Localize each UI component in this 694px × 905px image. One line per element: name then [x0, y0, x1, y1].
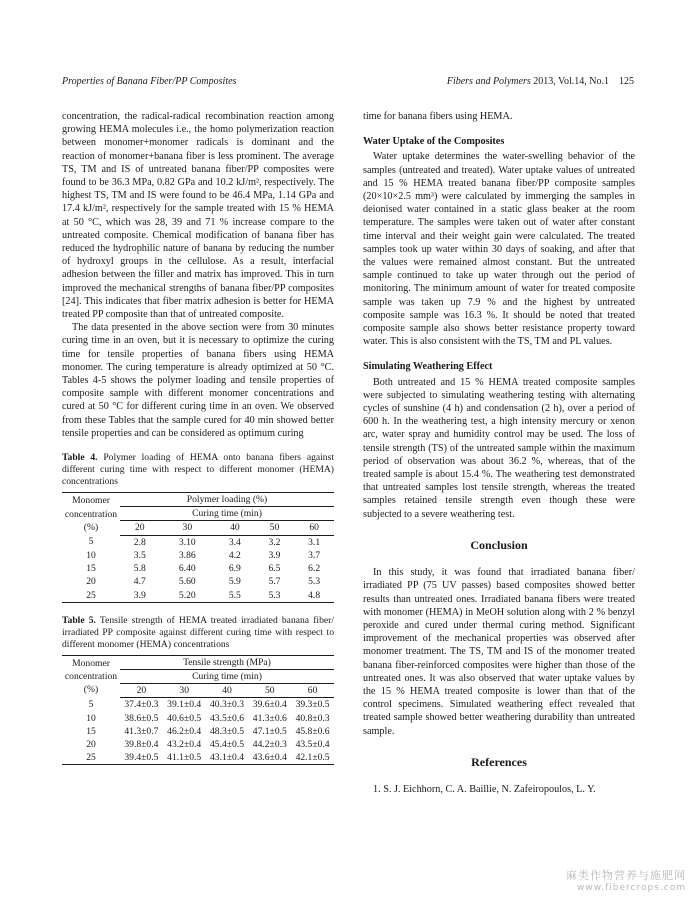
- journal-volume: 2013, Vol.14, No.1: [533, 76, 609, 87]
- table-5-sub-header: Curing time (min): [120, 669, 334, 683]
- watermark-line-2: www.fibercrops.com: [577, 883, 686, 893]
- table-4-time-header: 40: [215, 521, 255, 535]
- water-uptake-paragraph: Water uptake determines the water-swelling behavior of the samples (untreated and treated). Water uptake values of untreated and 15 % HEMA treated banana fiber/PP composite samples (20×10×2.5 mm³) were calculated by immerging the samples in deionised water contained in a static glass beaker at the room temperature. The samples were taken out of water after constant time interval and their weight gain were calculated. The treated samples took up water within 30 days of soaking, and after that the values were remained almost constant. But the untreated sample continued to take up water through out the period of monitoring. The minimum amount of water for treated composite sample was taken up 7.9 % and the highest by untreated composite sample was 16.3 %. It should be noted that treated composite sample also shows better resistance property toward water. This is also consistent with the TS, TM and PL values.: [363, 151, 635, 348]
- running-title: Properties of Banana Fiber/PP Composites: [62, 76, 237, 87]
- table-4-cell: 3.5: [133, 549, 146, 561]
- journal-name: Fibers and Polymers: [446, 76, 531, 87]
- table-5-conc-cell: 15: [86, 725, 96, 737]
- table-4-conc-cell: 25: [62, 589, 120, 603]
- table-4-cell: 5.8: [133, 563, 146, 575]
- table-4-cell: 6.9: [228, 563, 241, 575]
- body-paragraph-1: concentration, the radical-radical recombination reaction among growing HEMA molecules i.e., the homo polymerization reaction between monomer+monomer radicals is dominant and the reaction of monomer+banana fiber is less prominent. The average TS, TM and IS of untreated banana fiber/PP composites were found to be 36.3 MPa, 0.82 GPa and 10.2 kJ/m², respectively. The highest TS, TM and IS were found to be 46.4 MPa, 1.14 GPa and 17.4 kJ/m², respectively for the sample treated with 15 % HEMA at 50 °C, which was 28, 39 and 71 % increase compare to the untreated composite. Chemical modification of banana fiber has reduced the hydrophilic nature of banana by reducing the number of hydroxyl groups in the cellulose. As a result, interfacial adhesion between the filler and matrix has improved. This in turn improved the mechanical strengths of banana fiber/PP composites [24]. This indicates that fiber matrix adhesion is better for HEMA treated PP composite than that of untreated composite.: [62, 111, 334, 321]
- table-5-conc-cell: 20: [86, 738, 96, 750]
- table-5-cell: 41.3±0.7: [124, 725, 159, 737]
- table-5-cell: 41.1±0.5: [163, 751, 206, 765]
- table-5-caption-text: Tensile strength of HEMA treated irradiated banana fiber/ irradiated PP composite against different curing time with respect to different monomer (HEMA) concentrations: [62, 614, 334, 650]
- table-4-cell: 6.2: [308, 563, 321, 575]
- table-4-caption-text: Polymer loading of HEMA onto banana fibers against different curing time with respect to different monomer (HEMA) concentrations: [62, 452, 334, 488]
- table-5-time-header: 20: [120, 684, 163, 698]
- table-5-cell: 43.1±0.4: [206, 751, 249, 765]
- table-row: [62, 751, 334, 765]
- conclusion-title: Conclusion: [470, 537, 528, 552]
- table-5-cell: 48.3±0.5: [209, 725, 245, 737]
- left-column: [62, 110, 334, 765]
- table-5-conc-cell: 5: [88, 699, 94, 711]
- table-5-cell: 43.2±0.4: [167, 738, 202, 750]
- table-row: [62, 562, 334, 575]
- table-4-cell: 3.9: [268, 549, 281, 561]
- section-title-water-uptake: Water Uptake of the Composites: [363, 136, 505, 148]
- table-5-cell: 43.5±0.6: [209, 712, 245, 724]
- table-row: [62, 725, 334, 738]
- table-4-cell: 5.3: [255, 589, 295, 603]
- table-4: [62, 492, 334, 603]
- running-header: [62, 76, 634, 90]
- table-5-cell: 42.1±0.5: [291, 751, 334, 765]
- table-row: [62, 535, 334, 549]
- table-5-cell: 40.3±0.3: [209, 699, 245, 711]
- right-column: [363, 110, 635, 796]
- table-4-cell: 4.2: [228, 549, 241, 561]
- table-row: [62, 738, 334, 751]
- table-4-cell: 5.7: [268, 576, 281, 588]
- table-4-cell: 3.2: [268, 536, 281, 548]
- table-5-time-header: 40: [206, 684, 249, 698]
- table-5-cell: 39.8±0.4: [124, 738, 159, 750]
- table-5-cell: 39.6±0.4: [252, 699, 287, 711]
- table-4-conc-cell: 10: [86, 549, 96, 561]
- table-4-cell: 3.1: [308, 536, 321, 548]
- table-4-time-header: 60: [294, 521, 334, 535]
- table-row: [62, 712, 334, 725]
- table-4-group-header: Polymer loading (%): [120, 493, 334, 507]
- table-5-cell: 44.2±0.3: [252, 738, 287, 750]
- table-5-cell: 40.6±0.5: [167, 712, 202, 724]
- table-4-cell: 5.20: [160, 589, 215, 603]
- table-4-cell: 2.8: [133, 536, 146, 548]
- table-row: [62, 698, 334, 712]
- table-4-cell: 5.3: [308, 576, 321, 588]
- journal-info: [447, 76, 634, 87]
- table-5-cell: 45.8±0.6: [295, 725, 330, 737]
- table-4-label: Table 4.: [62, 452, 98, 464]
- table-4-cell: 3.10: [178, 536, 196, 548]
- table-5-group-header: Tensile strength (MPa): [120, 655, 334, 669]
- table-5-cell: 39.3±0.5: [295, 699, 330, 711]
- table-4-cell: 3.7: [308, 549, 321, 561]
- table-5-cell: 41.3±0.6: [252, 712, 287, 724]
- table-4-time-header: 30: [160, 521, 215, 535]
- table-5-cell: 47.1±0.5: [252, 725, 287, 737]
- table-4-sub-header: Curing time (min): [120, 507, 334, 521]
- table-5-time-header: 30: [163, 684, 206, 698]
- table-4-cell: 4.8: [294, 589, 334, 603]
- reference-item: 1. S. J. Eichhorn, C. A. Baillie, N. Zafeiropoulos, L. Y.: [373, 783, 596, 795]
- weathering-paragraph: Both untreated and 15 % HEMA treated composite samples were subjected to simulating weathering testing with alternating cycles of sunshine (4 h) and condensation (2 h), over a period of 600 h. In the weathering test, a high intensity mercury or xenon arc, water spray and humidity control may be used. The loss of tensile strength (TS) of the untreated sample within the maximum period of observation was about 36.2 %, whereas, that of the treated sample is about 15.4 %. The weathering test demonstrated that untreated samples lost tensile strength, whereas the treated samples retained tensile strength even though these were subjected to a severe weathering test.: [363, 376, 635, 520]
- table-4-conc-cell: 20: [86, 576, 96, 588]
- table-5-cell: 43.5±0.4: [295, 738, 330, 750]
- references-title: References: [471, 754, 527, 769]
- watermark-line-1: 麻类作物营养与施肥网: [566, 869, 686, 882]
- table-4-cell: 6.5: [268, 563, 281, 575]
- body-paragraph-continued: time for banana fibers using HEMA.: [363, 111, 513, 122]
- table-4-cell: 6.40: [178, 563, 196, 575]
- table-5-conc-cell: 25: [62, 751, 120, 765]
- table-4-cell: 3.9: [120, 589, 160, 603]
- table-4-col-header: Monomer concentration (%): [62, 493, 120, 536]
- table-4-cell: 5.60: [178, 576, 196, 588]
- table-5-conc-cell: 10: [86, 712, 96, 724]
- table-5-time-header: 50: [248, 684, 291, 698]
- table-row: [62, 549, 334, 562]
- table-5-label: Table 5.: [62, 614, 96, 626]
- table-5-cell: 37.4±0.3: [124, 699, 159, 711]
- watermark: [566, 867, 686, 893]
- table-row: [62, 589, 334, 603]
- page-number: 125: [619, 76, 634, 87]
- table-5-cell: 39.1±0.4: [167, 699, 202, 711]
- table-5-caption: [62, 615, 334, 651]
- table-5-cell: 40.8±0.3: [295, 712, 330, 724]
- table-5: [62, 655, 334, 766]
- table-5-col-header: Monomer concentration (%): [62, 655, 120, 698]
- table-5-cell: 45.4±0.5: [209, 738, 245, 750]
- table-4-conc-cell: 15: [86, 563, 96, 575]
- table-5-cell: 38.6±0.5: [124, 712, 159, 724]
- table-5-cell: 39.4±0.5: [120, 751, 163, 765]
- table-4-cell: 5.9: [228, 576, 241, 588]
- conclusion-paragraph: In this study, it was found that irradiated banana fiber/ irradiated PP (75 UV passes) based composites showed better results than untreated ones. Irradiated banana fibers were treated with monomer (HEMA) in MeOH solution along with 2 % benzyl peroxide and cured under thermal curing method. Significant improvement of the mechanical properties was observed after monomer treatment. The TS, TM and IS of the monomer treated banana fiber-reinforced composites were higher than those of the untreated ones. It was also observed that water uptake values by the 15 % HEMA treated composite is lower than that of the control specimens. Simulated weathering effect revealed that treated sample showed better weathering durability than untreated sample.: [363, 567, 635, 737]
- table-5-cell: 46.2±0.4: [167, 725, 202, 737]
- table-5-time-header: 60: [291, 684, 334, 698]
- table-5-cell: 43.6±0.4: [248, 751, 291, 765]
- section-title-weathering: Simulating Weathering Effect: [363, 361, 493, 373]
- table-4-conc-cell: 5: [88, 536, 94, 548]
- table-4-cell: 3.86: [178, 549, 196, 561]
- table-4-cell: 4.7: [133, 576, 146, 588]
- table-4-cell: 5.5: [215, 589, 255, 603]
- table-4-time-header: 20: [120, 521, 160, 535]
- table-4-time-header: 50: [255, 521, 295, 535]
- table-row: [62, 575, 334, 588]
- table-4-cell: 3.4: [228, 536, 241, 548]
- body-paragraph-2: The data presented in the above section were from 30 minutes curing time in an oven, but it is necessary to optimize the curing time for tensile properties of banana fibers using HEMA monomer. The curing temperature is already optimized at 50 °C. Tables 4-5 shows the polymer loading and tensile properties of composite sample with different monomer concentrations and cured at 50 °C for different curing time in an oven. We observed from these Tables that the sample cured for 40 min showed better tensile properties and can be considered as optimum curing: [62, 322, 334, 439]
- table-4-caption: [62, 452, 334, 488]
